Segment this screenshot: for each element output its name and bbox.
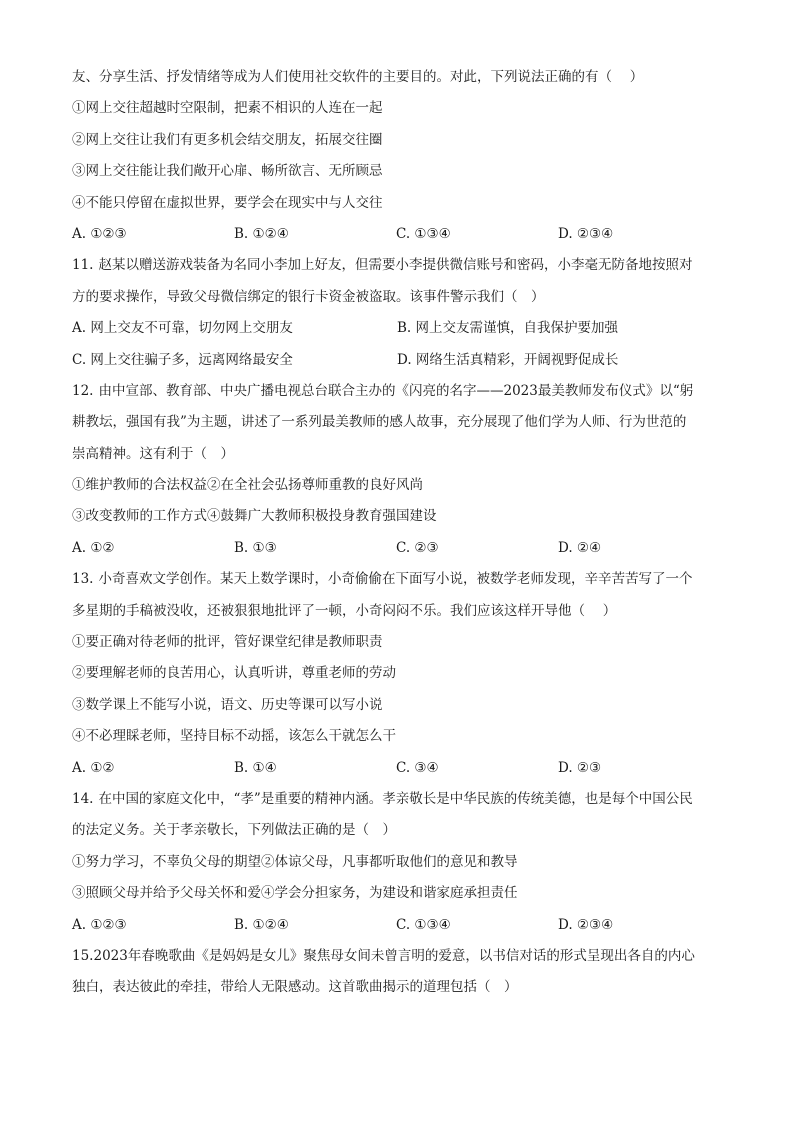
question-text: 友、分享生活、抒发情绪等成为人们使用社交软件的主要目的。对此，下列说法正确的有（ ）: [72, 69, 644, 85]
question-12: [72, 376, 722, 564]
statement-item: ①努力学习，不辜负父母的期望②体谅父母，凡事都听取他们的意见和教导: [72, 853, 518, 870]
option-c: C. ①③④: [396, 916, 451, 933]
question-number: 14.: [72, 790, 94, 807]
question-line: 2023年春晚歌曲《是妈妈是女儿》聚焦母女间未曾言明的爱意，以书信对话的形式呈现出各自的内心: [93, 947, 695, 964]
statement-item: ①网上交往超越时空限制，把素不相识的人连在一起: [72, 100, 383, 117]
question-text: [72, 784, 722, 815]
question-line: 的法定义务。关于孝亲敬长，下列做法正确的是（ ）: [72, 822, 396, 839]
question-line: 方的要求操作，导致父母微信绑定的银行卡资金被盗取。该事件警示我们（ ）: [72, 288, 545, 305]
option-d: D. 网络生活真精彩，开阔视野促成长: [397, 351, 619, 368]
question-line: 赵某以赠送游戏装备为名同小李加上好友，但需要小李提供微信账号和密码，小李毫无防备地按照对: [98, 257, 693, 274]
option-d: D. ②④: [558, 539, 602, 556]
question-11: [72, 250, 722, 376]
question-10: [72, 62, 722, 250]
question-14: [72, 784, 722, 941]
statement-item: ③数学课上不能写小说，语文、历史等课可以写小说: [72, 696, 383, 713]
option-b: B. ①③: [234, 539, 277, 556]
option-d: D. ②③④: [558, 225, 614, 242]
statement-item: ④不能只停留在虚拟世界，要学会在现实中与人交往: [72, 194, 383, 211]
option-d: D. ②③④: [558, 916, 614, 933]
question-line: 耕教坛，强国有我”为主题，讲述了一系列最美教师的感人故事，充分展现了他们学为人师、行为世范的: [72, 414, 687, 431]
question-line: 小奇喜欢文学创作。某天上数学课时，小奇偷偷在下面写小说，被数学老师发现，辛辛苦苦写了一个: [98, 571, 693, 588]
answer-options: [72, 313, 722, 344]
statement-item: ③改变教师的工作方式④鼓舞广大教师积极投身教育强国建设: [72, 508, 437, 525]
answer-options: [72, 753, 722, 784]
question-text: [72, 941, 722, 972]
option-c: C. 网上交往骗子多，远离网络最安全: [72, 351, 293, 368]
option-b: B. ①②④: [234, 916, 289, 933]
question-number: 13.: [72, 571, 94, 588]
answer-options: [72, 219, 722, 250]
question-text: [72, 564, 722, 595]
option-a: A. ①②: [72, 539, 115, 556]
question-text: [72, 250, 722, 281]
statement-item: ①要正确对待老师的批评，管好课堂纪律是教师职责: [72, 634, 383, 651]
option-a: A. ①②: [72, 759, 115, 776]
answer-options: [72, 533, 722, 564]
question-line: 独白，表达彼此的牵挂，带给人无限感动。这首歌曲揭示的道理包括（ ）: [72, 979, 518, 996]
question-number: 12.: [72, 382, 94, 399]
question-line: 在中国的家庭文化中，“孝”是重要的精神内涵。孝亲敬长是中华民族的传统美德，也是每个中国公民: [98, 790, 693, 807]
statement-item: ③网上交往能让我们敞开心扉、畅所欲言、无所顾忌: [72, 163, 383, 180]
option-b: B. ①④: [234, 759, 277, 776]
question-line: 崇高精神。这有利于（ ）: [72, 445, 234, 462]
question-number: 15.: [72, 947, 94, 964]
option-a: A. 网上交友不可靠，切勿网上交朋友: [72, 320, 293, 337]
question-number: 11.: [72, 257, 94, 274]
question-text: [72, 376, 722, 407]
option-a: A. ①②③: [72, 225, 127, 242]
question-line: 由中宣部、教育部、中央广播电视总台联合主办的《闪亮的名字——2023最美教师发布仪式》以“躬: [98, 382, 694, 399]
statement-item: ②网上交往让我们有更多机会结交朋友，拓展交往圈: [72, 131, 383, 148]
statement-item: ④不必理睬老师，坚持目标不动摇，该怎么干就怎么干: [72, 728, 396, 745]
exam-page: [72, 62, 722, 1004]
option-b: B. 网上交友需谨慎，自我保护要加强: [397, 320, 619, 337]
option-c: C. ①③④: [396, 225, 451, 242]
option-c: C. ③④: [396, 759, 439, 776]
statement-item: ①维护教师的合法权益②在全社会弘扬尊师重教的良好风尚: [72, 477, 423, 494]
question-line: 多星期的手稿被没收，还被狠狠地批评了一顿，小奇闷闷不乐。我们应该这样开导他（ ）: [72, 602, 617, 619]
option-c: C. ②③: [396, 539, 439, 556]
question-13: [72, 564, 722, 784]
statement-item: ②要理解老师的良苦用心，认真听讲，尊重老师的劳动: [72, 665, 396, 682]
option-a: A. ①②③: [72, 916, 127, 933]
answer-options: [72, 345, 722, 376]
statement-item: ③照顾父母并给予父母关怀和爱④学会分担家务，为建设和谐家庭承担责任: [72, 885, 518, 902]
option-b: B. ①②④: [234, 225, 289, 242]
question-15: [72, 941, 722, 1004]
answer-options: [72, 910, 722, 941]
option-d: D. ②③: [558, 759, 602, 776]
